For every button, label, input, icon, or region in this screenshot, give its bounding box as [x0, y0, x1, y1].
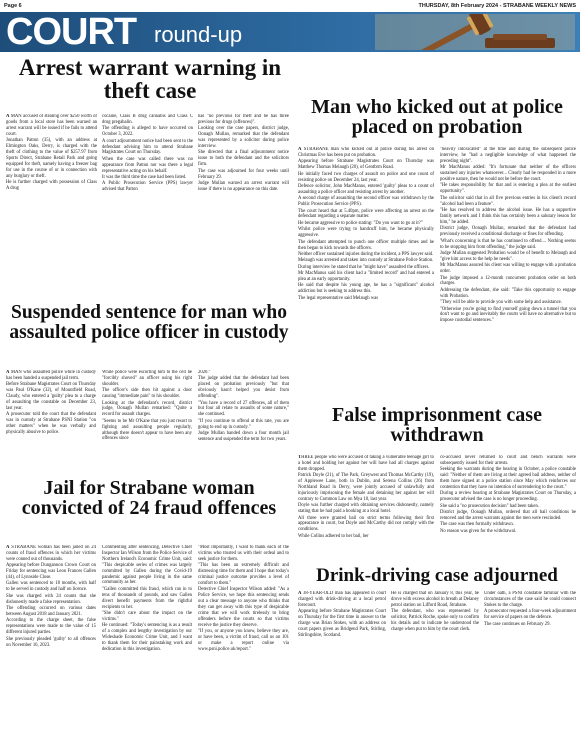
page-number: Page 6 — [4, 3, 22, 9]
story3-col2: While police were escorting him to the cell he "forcibly shoved" an officer using his right shoulder. The officer's side then hit against a door causing "immediate pain" to his shoulder. Looking at the defendant's record, district judge, Oonagh Mullan remarked: "Quite a record for assault charges. "Seems to be Mr O'Kane that you just resort to fighting and assaulting people regularly, although there doesn't appear to have been any offences since — [102, 370, 192, 442]
section-subtitle: round-up — [154, 22, 243, 47]
story6-col2: He is charged that on January 8, this year, he drove with excess alcohol in breath at Delaney petrol station on Lifford Road, Strabane. The defendant, who was represented by solicitor, Patrick Roche, spoke only to confirm his details and to indicate he understood the charge when put to him by the court clerk. — [391, 591, 479, 632]
issue-date: THURSDAY, 8th February 2024 - STRABANE WEEKLY NEWS — [418, 3, 576, 9]
story3-headline: Suspended sentence for man who assaulted police officer in custody — [9, 302, 289, 343]
section-banner — [0, 12, 580, 52]
story5-headline: False imprisonment case withdrawn — [332, 404, 542, 447]
story1-col3: has "no previous for theft and he has three previous for drugs (offences)". Looking over the case papers, district judge, Oonagh Mullan, remarked that the defendant was represented by a solicitor during police interview. She directed that a final adjournment notice issue to both the defendant and the solicitors firm. The case was adjourned for four weeks until February 29. Judge Mullan warned an arrest warrant will issue if there is no appearance on this date. — [198, 114, 289, 192]
page-header — [0, 0, 580, 12]
story5-col1: THREE people who were accused of taking a vulnerable teenage girl to a hotel and holding her against her will have had all charges against them dropped. Patrick Doyle (21), of The Park, Greywest and Thomas McCarthy (19), of Applewee Lane, both in Dublin, and Serena Collins (26) from Northland Road in Derry, were jointly accused of unlawfully and injuriously imprisoning the female and detaining her against her will contrary to Common Law on Mya 10, last year. Doyle was further charged with obtaining services dishonestly, namely stating that he had paid a booking at a local hotel. All three were granted bail on strict terms following their first appearance in court, but Doyle and McCarthy did not comply with the conditions. While Collins adhered to her bail, her — [298, 455, 434, 539]
story4-col3: "Most importantly, I want to thank each of the victims who trusted us with their ordeal and to seek justice for them. "This has been an extremely difficult and distressing time for them and I hope that today's criminal justice outcome provides a level of comfort to them." Detective Chief Inspector Wilson added: "As a Police Service, we hope this sentencing sends out a clear message to anyone who thinks that they can get away with this type of despicable crime that we will work tirelessly to bring offenders before the courts so that victims receive the justice they deserve. "If you, or anyone you know, believe they are, or have been, a victim of fraud, call us on 101 or make a report online via www.psni.police.uk/report." — [198, 545, 289, 652]
story4-col2: Commenting after sentencing, Detective Chief Inspector Ian Wilson from the Police Service of Northern Ireland's Economic Crime Unit, said: "This despicable series of crimes was largely committed by Gallen during the Covid-19 pandemic against people living in the same community as her. "Gallen committed this fraud, which ran in to tens of thousands of pounds, and saw Gallen divert benefit payments from the rightful recipients to her. "She didn't care about the impact on the victims." He continued: "Today's sentencing is as a result of a complex and lengthy investigation by our Wideshade Economic Crime Unit, and I want to thank them for their painstaking work and dedication in this investigation. — [102, 545, 192, 652]
story3-col1: A MAN who assaulted police while in custody has been handed a suspended jail term. Before Strabane Magistrates Court on Thursday was Paul O'Kane (32), of Mountfield Road, Claudy, who entered a 'guilty' plea to a charge of assaulting the constable on December 23, last year. A prosecutor told the court that the defendant was in custody at Strabane PSNI Station "on other matters" when he was verbally and physically abusive to police. — [6, 370, 96, 436]
story6-col3: Under oath, a PSNI constable familiar with the circumstances of the case said he could connect Stokes to the charge. A prosecutor requested a four-week adjournment for service of papers on the defence. The case continues on February 29. — [484, 591, 576, 627]
story3-col3: 2020." The judge added that the defendant had been placed on probation previously "but that obviously hasn't helped you desist from offending". "You have a record of 27 offences, all of them but four all relate to assaults of some nature," she continued. "If you continue to offend at this rate, you are going to end up in custody." Judge Mullan handed down a four month jail sentence and suspended the term for two years. — [198, 370, 289, 442]
story4-col1: A STRABANE woman has been jailed on 24 counts of fraud offences in which her victims were conned out of thousands. Appearing before Dungannon Crown Court on Friday for sentencing was Leon Frances Gallen (44), of Lynnside Close. Gallen was sentenced to 18 months, with half to be served in custody and half on licence. She was charged with 24 counts that she dishonestly made a false representation. The offending occurred on various dates between August 2018 and January 2021. According to the charge sheet, the false representations were made to the value of 15 different injured parties. She previously pleaded 'guilty' to all offences on November 16, 2023. — [6, 545, 96, 648]
story2-col2: "heavily intoxicated" at the time and during the subsequent police interview, he "had a negligible knowledge of what happened the preceding night". Mr MacManus added: "It's fortunate that neither of the officers sustained any injuries whatsoever... Clearly had he responded in a more positive nature, then he would not be before the court. "He takes responsibility for that and is entering a plea at the earliest opportunity". The solicitor said that in all five previous entries in his client's record "alcohol had been a feature". "He has resolved to address the alcohol issue. He has a supportive family network and I think this has certainly been a salutary lesson for him," he added. District judge, Oonagh Mullan, remarked that the defendant had previously received a conditional discharge or fines for offending. 'What's concerning is that he has continued to offend.... Nothing seems to be stopping him from offending," the judge said. Judge Mullan suggested Probation would be of benefit to Melaugh and "give him access to the help he needs". Mr MacManus assured his client was willing to engage with a probation order. The judge imposed a 12-month concurrent probation order on both charges. Addressing the defendant, she said: "Take this opportunity to engage with Probation. "They will be able to provide you with some help and assistance. "Otherwise you're going to find yourself going down a tunnel that you don't want to go and inevitably the courts will have no alternative but to impose custodial sentences." — [440, 147, 576, 324]
story1-col1: A MAN accused of stealing over $250 worth of goods from a local store has been warned an arrest warrant will be issued if he fails to attend court. Jonathan Patton (35), with an address at Elmington Oaks, Derry, is charged with the theft of clothing to the value of $257.97 from Sports Direct, Strabane Retail Park and going equipped for theft, namely having a freezer bag for use in the course of or in connection with any burglary or theft. He is further charged with possession of Class A drug — [6, 114, 97, 191]
story2-col1: A STRABANE man who kicked out at police during his arrest on Christmas Eve has been put on probation. Appearing before Strabane Magistrates Court on Thursday was Matthew Thomas Melaugh (20), of Gentbrm Road. He initially faced two charges of assault on police and one count of resisting police on December 24, last year. Defence solicitor, John MacManus, entered 'guilty' pleas to a count of assaulting a police officer and resisting arrest by another. A second charge of assaulting the second officer was withdrawn by the Public Prosecution Service (PPS). The court heard that at 5.40pm, police were affecting an arrest on the defendant regarding a separate matter. He became aggressive to police stating: "Do you want to go at it?" Whilst police were trying to handcuff him, he became physically aggressive. The defendant attempted to punch one officer multiple times and he then began to kick towards the officers. Neither officer sustained injuries during the incident, a PPS lawyer said. Melaugh was arrested and taken into custody at Strabane Police Station. During interview he stated that he "might have" assaulted the officers. Mr MacManus said his client had a "limited record" and had entered a plea at an early opportunity. He said that despite his young age, he has a "significant" alcohol addiction but is seeking to address this. The legal representative said Melaugh was — [298, 147, 434, 301]
section-title: COURT — [6, 12, 137, 52]
story5-col2: co-accused never returned to court and bench warrants were subsequently issued for their arrests. Seeking the warrants during the hearing in October, a police constable said: "Neither of them are living at their agreed bail address, neither of them have signed at a police station since May which reinforces our contention that they have no intention of surrendering to the court." During a review hearing at Strabane Magistrates Court on Thursday, a prosecutor advised the case is no longer proceeding. She said a "no prosecution decision" had been taken. District judge, Oonagh Mullan, ordered that all bail conditions be removed and the arrest warrants against the men were rescinded. The case was then formally withdrawn. No reason was given for the withdrawal. — [440, 455, 576, 534]
story2-headline: Man who kicked out at police placed on probation — [311, 96, 563, 139]
gavel-icon — [375, 14, 575, 50]
story1-col2: cocaine, Class B drug cannabis and Class C drug pregabalin. The offending is alleged to have occurred on October 3, 2022. A court adjournment notice had been sent to the defendant advising him to attend Strabane Magistrates Court on Thursday. When the case was called there was no appearance from Patton nor was there a legal representative acting on his behalf. It was the third time the case had been listed. A Public Prosecution Service (PPS) lawyer advised that Patton — [102, 114, 193, 193]
story6-col1: A 38-YEAR-OLD man has appeared in court charged with drink-driving at a local petrol forecourt. Appearing before Strabane Magistrates Court on Thursday for the first time in answer to the charge was Brian Stokes, with an address on court papers given as Bridgend Park, Stirling, Stirlingshire, Scotland. — [298, 591, 386, 638]
story1-headline: Arrest warrant warning in theft case — [18, 55, 282, 104]
story4-headline: Jail for Strabane woman convicted of 24 fraud offences — [21, 477, 277, 520]
story6-headline: Drink-driving case adjourned — [316, 565, 558, 586]
